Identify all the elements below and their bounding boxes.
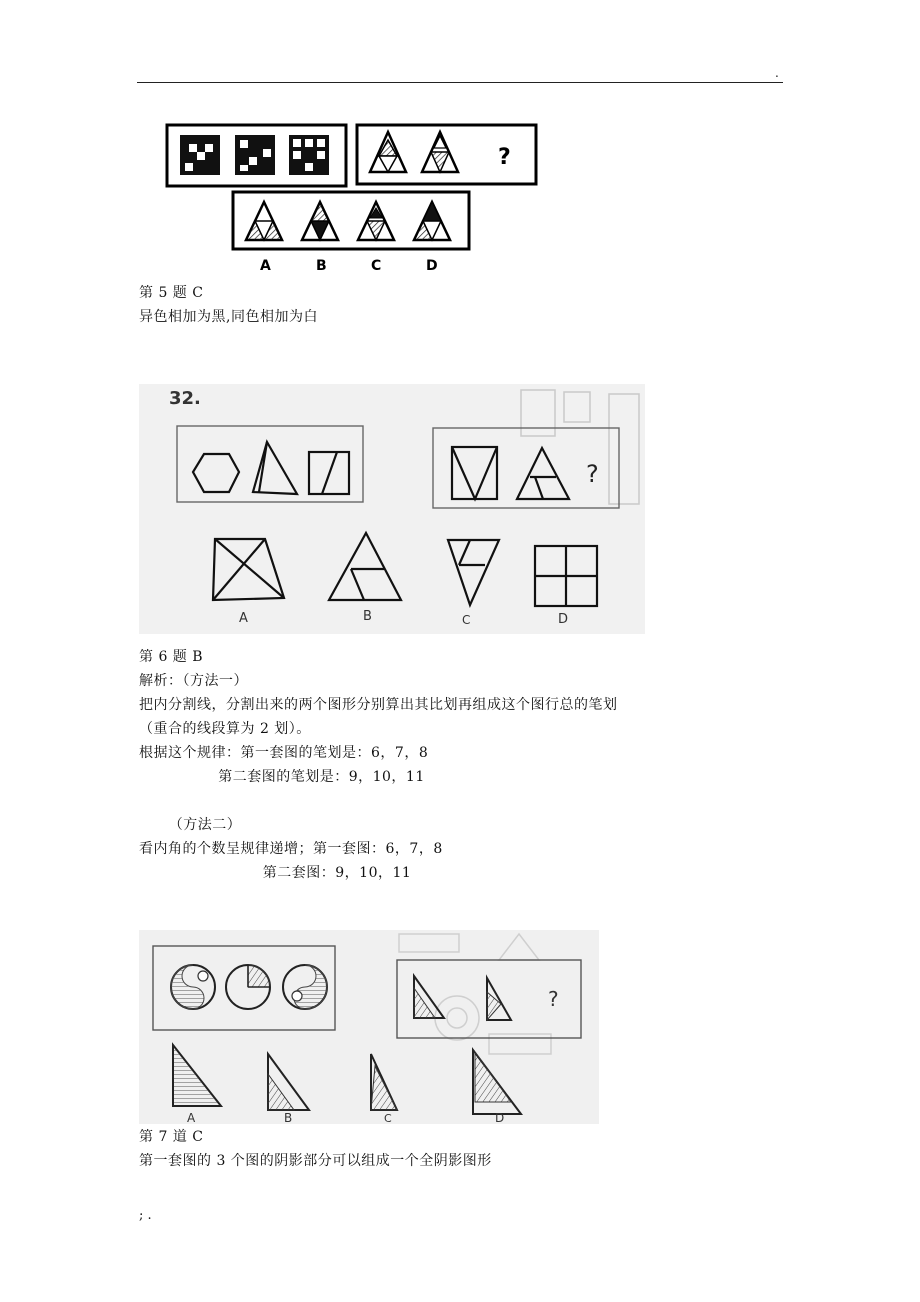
q7-option-b: B: [284, 1111, 293, 1124]
q6-line-5: 第二套图的笔划是：9，10，11: [139, 769, 425, 785]
q6-line-8: 第二套图：9，10，11: [139, 865, 412, 881]
q6-title: 第 6 题 B: [139, 649, 204, 665]
q7-option-c: C: [384, 1112, 392, 1124]
q6-line-3: （重合的线段算为 2 划）。: [139, 721, 311, 737]
q6-option-d: D: [558, 612, 569, 627]
q5-question-mark: ?: [498, 145, 511, 170]
q5-title: 第 5 题 C: [139, 285, 204, 301]
q5-figure: [160, 118, 545, 278]
q5-option-a: A: [260, 258, 271, 274]
q5-explanation: 异色相加为黑,同色相加为白: [139, 309, 318, 325]
q6-line-7: 看内角的个数呈规律递增；第一套图：6，7，8: [139, 841, 443, 857]
q7-title: 第 7 道 C: [139, 1129, 204, 1145]
q6-figure: [139, 384, 645, 634]
q7-option-d: D: [495, 1111, 505, 1124]
q6-option-a: A: [239, 611, 248, 626]
q6-question-mark: ?: [586, 460, 599, 488]
footer-mark: ; .: [139, 1208, 152, 1223]
q6-line-1: 解析：（方法一）: [139, 673, 248, 689]
q6-line-2: 把内分割线，分割出来的两个图形分别算出其比划再组成这个图行总的笔划: [139, 697, 618, 713]
q6-line-6: （方法二）: [139, 817, 242, 833]
q7-option-a: A: [187, 1111, 196, 1124]
q6-option-c: C: [462, 613, 471, 627]
q5-grid-2: [235, 135, 275, 175]
q7-question-mark: ?: [548, 987, 559, 1011]
q7-explanation: 第一套图的 3 个图的阴影部分可以组成一个全阴影图形: [139, 1153, 492, 1169]
q5-triangle-1: [370, 132, 406, 172]
q6-question-number: 32.: [169, 388, 201, 409]
q6-line-4: 根据这个规律：第一套图的笔划是：6，7，8: [139, 745, 429, 761]
q5-triangle-2: [422, 132, 458, 172]
q5-option-c: C: [371, 258, 382, 274]
header-mark: .: [775, 66, 779, 80]
q5-option-triangles: [246, 202, 450, 240]
q7-figure: [139, 930, 599, 1124]
header-rule: [137, 82, 783, 83]
q5-grid-3: [289, 135, 329, 175]
q5-option-b: B: [316, 258, 327, 274]
q5-grid-1: [180, 135, 220, 175]
q5-option-d: D: [426, 258, 438, 274]
q6-option-b: B: [363, 609, 372, 624]
